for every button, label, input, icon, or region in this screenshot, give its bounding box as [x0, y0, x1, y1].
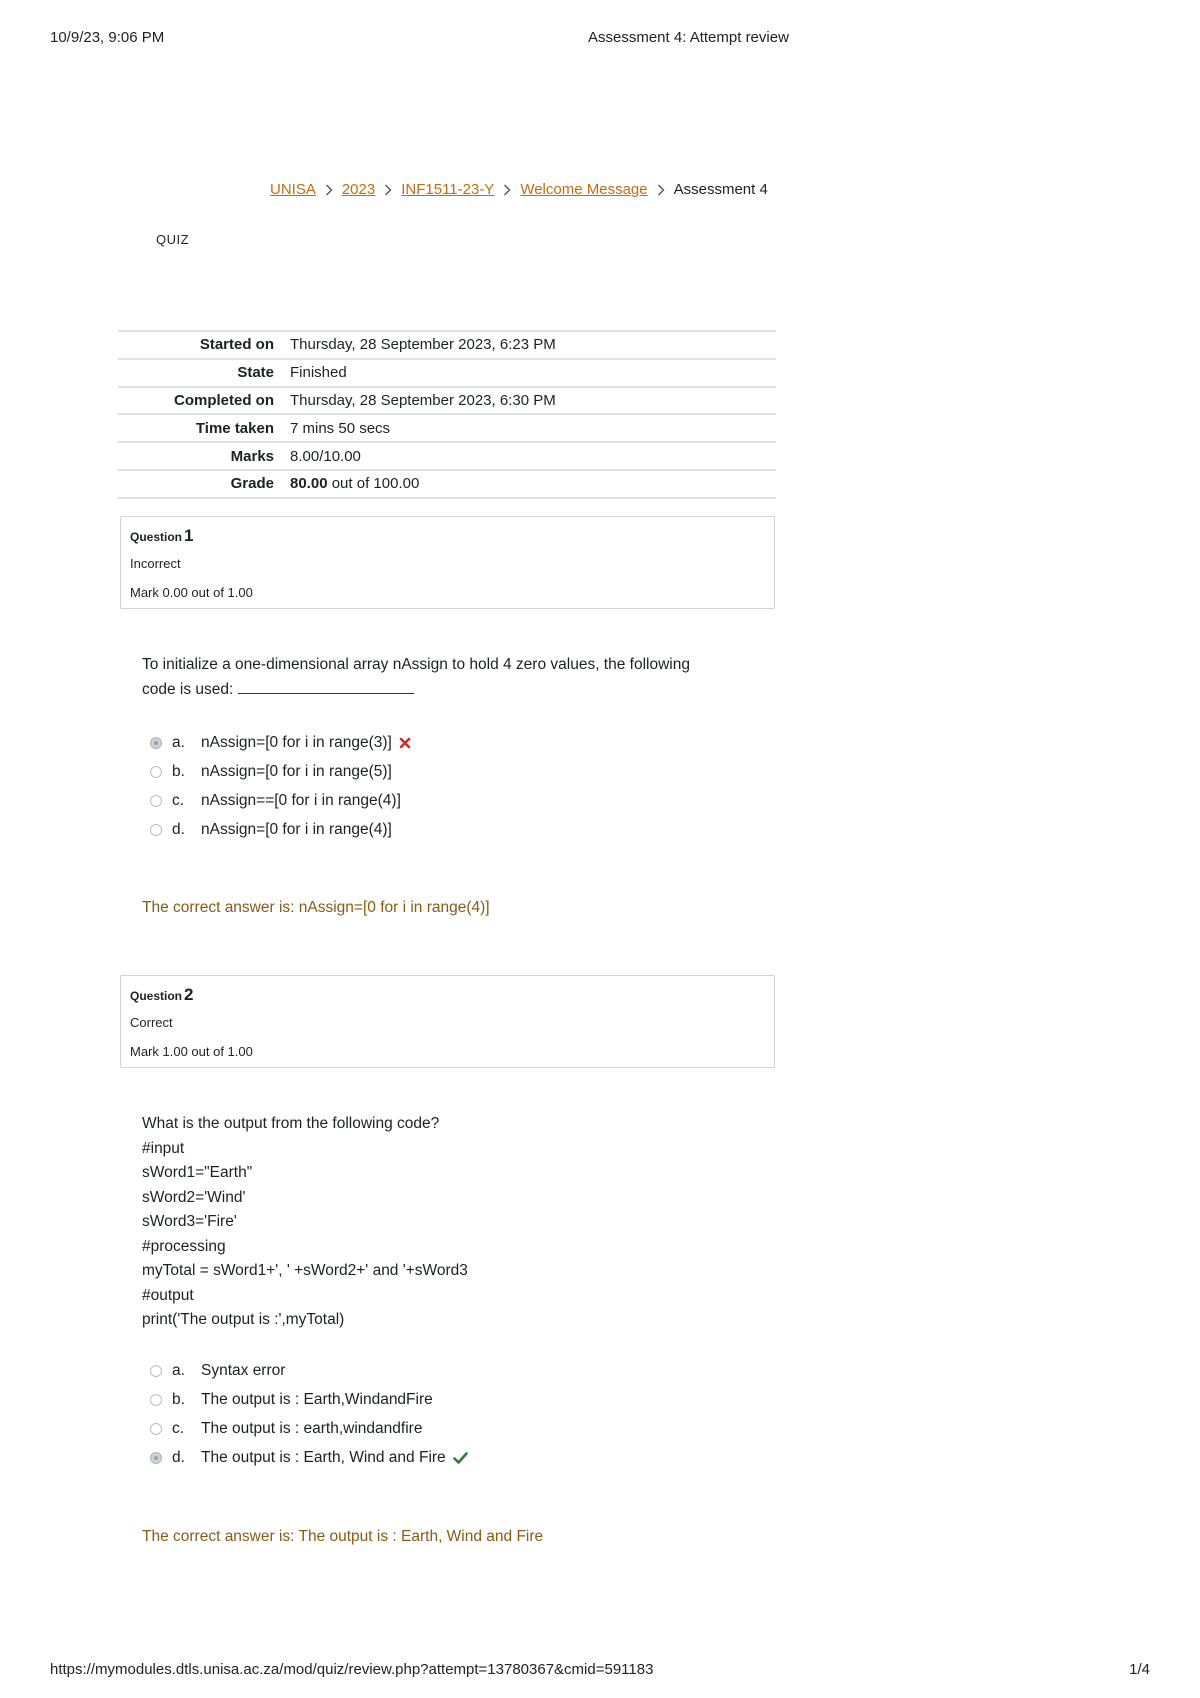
option-letter: b. [172, 1390, 185, 1408]
option-text: nAssign=[0 for i in range(4)] [201, 820, 392, 838]
question-2-answers [150, 1356, 750, 1472]
breadcrumb-link-year[interactable]: 2023 [341, 181, 376, 198]
answer-option-c[interactable] [150, 1414, 750, 1443]
summary-value: 7 mins 50 secs [290, 414, 776, 442]
summary-row-marks [118, 442, 776, 470]
option-letter: c. [172, 1419, 185, 1437]
answer-option-d[interactable] [150, 1443, 750, 1472]
breadcrumb-link-section[interactable]: Welcome Message [520, 181, 648, 198]
answer-option-b[interactable] [150, 757, 750, 786]
option-text: The output is : earth,windandfire [201, 1419, 423, 1437]
question-1-text [142, 653, 690, 702]
option-text: The output is : Earth, Wind and Fire [201, 1448, 446, 1466]
grade-value: 80.00 [290, 475, 328, 493]
breadcrumb-current: Assessment 4 [673, 181, 768, 198]
option-text: The output is : Earth,WindandFire [201, 1390, 433, 1408]
radio[interactable] [150, 1423, 162, 1435]
question-number [130, 985, 193, 1005]
question-mark: Mark 0.00 out of 1.00 [130, 585, 253, 600]
question-number [130, 526, 193, 546]
question-text-line: myTotal = sWord1+', ' +sWord2+' and '+sWord3 [142, 1262, 468, 1279]
option-letter: d. [172, 1448, 185, 1466]
breadcrumb-link-unisa[interactable]: UNISA [270, 181, 316, 198]
summary-row-grade [118, 470, 776, 498]
question-text-line: To initialize a one-dimensional array nAssign to hold 4 zero values, the following [142, 656, 690, 673]
question-word: Question [130, 989, 183, 1003]
answer-option-d[interactable] [150, 815, 750, 844]
question-2-right-answer: The correct answer is: The output is : Earth, Wind and Fire [142, 1528, 544, 1545]
option-letter: a. [172, 733, 185, 751]
question-text-line: #input [142, 1139, 185, 1157]
breadcrumb [270, 181, 768, 198]
option-text: nAssign=[0 for i in range(5)] [201, 762, 392, 780]
chevron-right-icon [384, 184, 392, 196]
radio-selected[interactable] [150, 1452, 162, 1464]
incorrect-cross-icon [399, 737, 411, 749]
attempt-summary-table [118, 330, 776, 499]
question-state: Incorrect [130, 556, 181, 571]
answer-blank [238, 678, 414, 694]
question-1-info [120, 516, 775, 609]
activity-type-label: QUIZ [156, 232, 190, 247]
question-1-right-answer: The correct answer is: nAssign=[0 for i in range(4)] [142, 899, 490, 916]
summary-row-time-taken [118, 414, 776, 442]
option-letter: d. [172, 820, 185, 838]
answer-option-b[interactable] [150, 1385, 750, 1414]
chevron-right-icon [503, 184, 511, 196]
option-text: nAssign=[0 for i in range(3)] [201, 733, 392, 751]
question-text-line: #output [142, 1286, 194, 1304]
summary-label: Time taken [118, 414, 290, 442]
question-text-line: #processing [142, 1237, 226, 1255]
print-page-number: 1/4 [1129, 1661, 1150, 1678]
question-number-value: 1 [184, 526, 194, 545]
summary-label: Grade [118, 470, 290, 498]
summary-value: 8.00/10.00 [290, 442, 776, 470]
chevron-right-icon [325, 184, 333, 196]
summary-row-state [118, 359, 776, 387]
question-text-line: sWord1="Earth" [142, 1164, 253, 1181]
summary-label: Completed on [118, 387, 290, 415]
question-state: Correct [130, 1015, 173, 1030]
correct-check-icon [453, 1452, 468, 1464]
print-page-title: Assessment 4: Attempt review [588, 29, 789, 46]
question-text-line: sWord3='Fire' [142, 1213, 237, 1230]
question-text-line [142, 678, 690, 703]
question-2-info [120, 975, 775, 1068]
radio[interactable] [150, 1394, 162, 1406]
question-number-value: 2 [184, 985, 194, 1004]
answer-option-c[interactable] [150, 786, 750, 815]
option-letter: b. [172, 762, 185, 780]
print-url: https://mymodules.dtls.unisa.ac.za/mod/quiz/review.php?attempt=13780367&cmid=591183 [50, 1661, 654, 1678]
question-mark: Mark 1.00 out of 1.00 [130, 1044, 253, 1059]
summary-value: Finished [290, 359, 776, 387]
question-1-answers [150, 728, 750, 844]
question-text-fragment: code is used: [142, 680, 238, 698]
summary-value: Thursday, 28 September 2023, 6:30 PM [290, 387, 776, 415]
grade-suffix: out of 100.00 [327, 475, 420, 493]
option-letter: c. [172, 791, 185, 809]
print-header [50, 29, 1150, 49]
radio[interactable] [150, 795, 162, 807]
option-letter: a. [172, 1361, 185, 1379]
summary-value: Thursday, 28 September 2023, 6:23 PM [290, 331, 776, 359]
summary-value [290, 470, 776, 498]
question-text-line: What is the output from the following code? [142, 1115, 440, 1132]
question-word: Question [130, 530, 183, 544]
answer-option-a[interactable] [150, 728, 750, 757]
summary-label: State [118, 359, 290, 387]
question-text-line: sWord2='Wind' [142, 1188, 246, 1206]
summary-row-started [118, 331, 776, 359]
question-text-line: print('The output is :',myTotal) [142, 1311, 345, 1328]
option-text: nAssign==[0 for i in range(4)] [201, 791, 401, 809]
radio[interactable] [150, 766, 162, 778]
radio[interactable] [150, 824, 162, 836]
option-text: Syntax error [201, 1361, 286, 1379]
summary-label: Started on [118, 331, 290, 359]
question-2-text [142, 1112, 468, 1333]
radio[interactable] [150, 1365, 162, 1377]
chevron-right-icon [657, 184, 665, 196]
answer-option-a[interactable] [150, 1356, 750, 1385]
breadcrumb-link-course[interactable]: INF1511-23-Y [401, 181, 495, 198]
summary-label: Marks [118, 442, 290, 470]
summary-row-completed [118, 387, 776, 415]
print-footer [50, 1661, 1150, 1681]
print-datetime: 10/9/23, 9:06 PM [50, 29, 165, 46]
radio-selected[interactable] [150, 737, 162, 749]
